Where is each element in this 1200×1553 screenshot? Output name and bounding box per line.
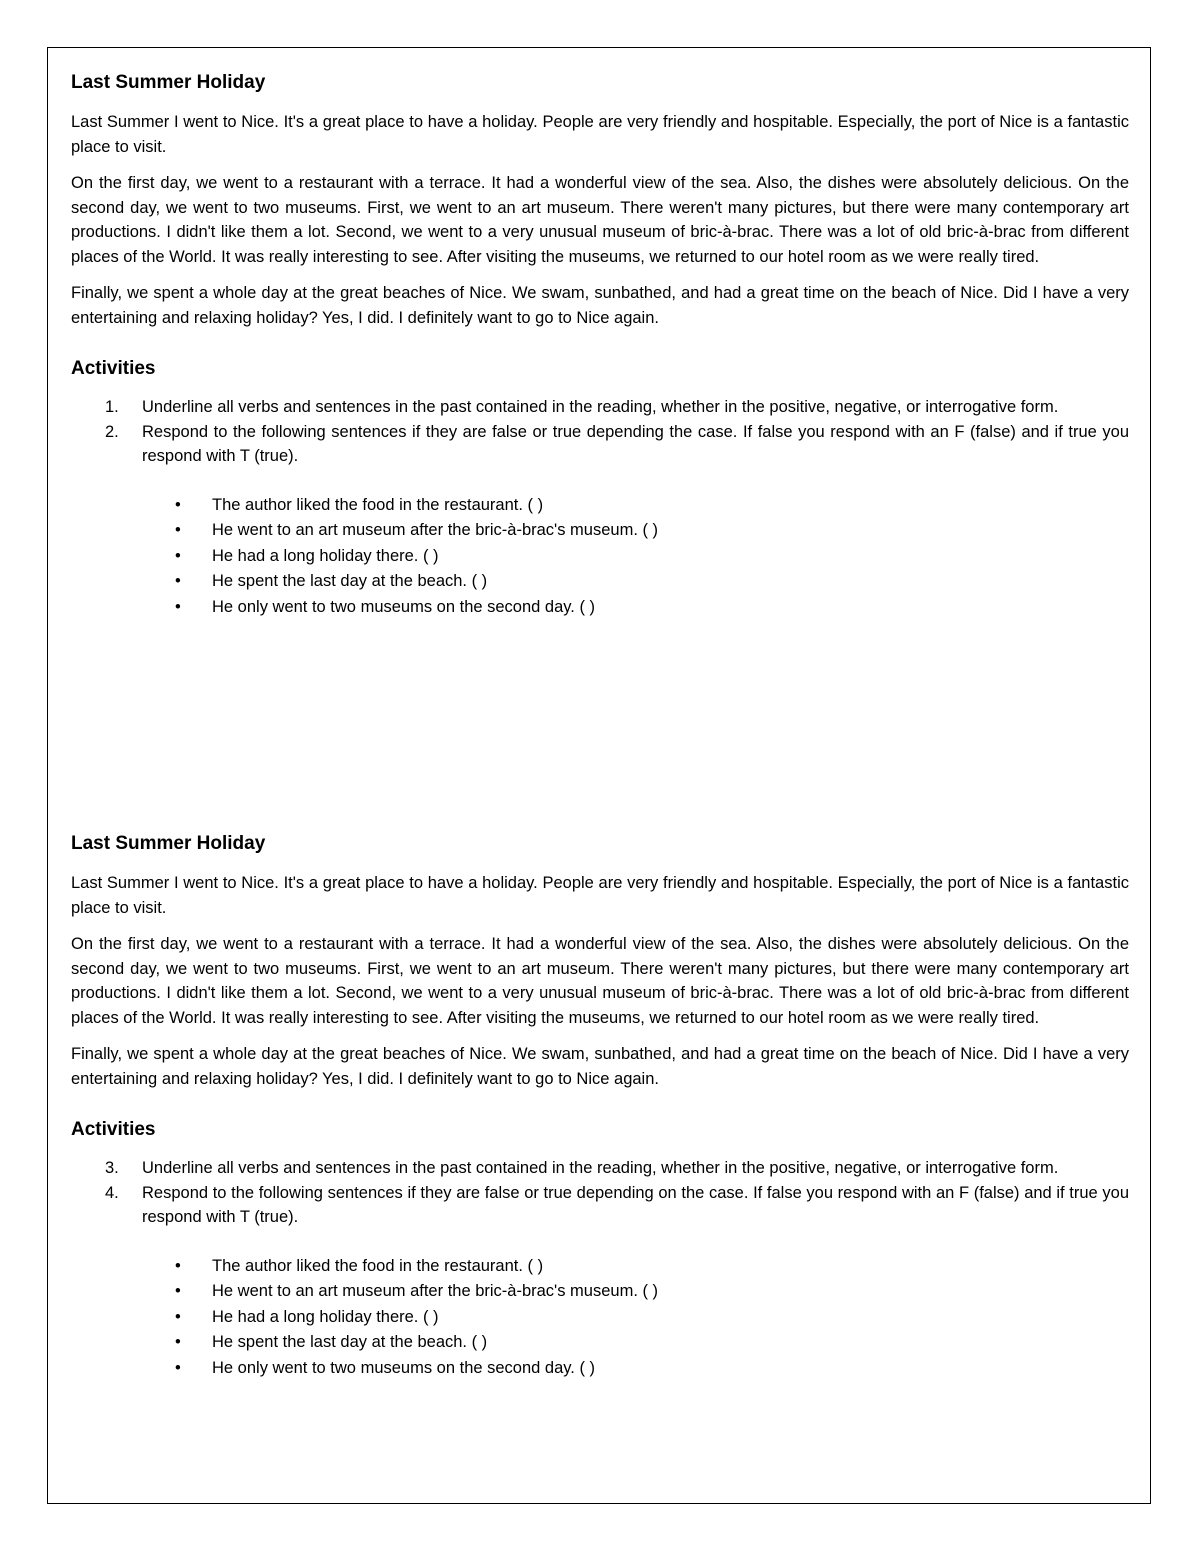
activity-item xyxy=(71,420,1129,469)
activities-heading: Activities xyxy=(71,1119,156,1140)
statement-text: He went to an art museum after the bric-à-brac's museum. ( ) xyxy=(212,521,659,540)
paragraph: On the first day, we went to a restaurant with a terrace. It had a wonderful view of the sea. Also, the dishes were absolutely delicious. On the second day, we went to two museums. First, we went to an art museum. There weren't many pictures, but there were many contemporary art productions. I didn't like them a lot. Second, we went to a very unusual museum of bric-à-brac. There was a lot of old bric-à-brac from different places of the World. It was really interesting to see. After visiting the museums, we returned to our hotel room as we were really tired. xyxy=(71,174,1129,266)
statement-item xyxy=(71,1305,1129,1331)
statement-item xyxy=(71,544,1129,570)
bullet-icon: • xyxy=(175,495,181,514)
activities-list xyxy=(71,1156,1129,1230)
paragraph: Finally, we spent a whole day at the great beaches of Nice. We swam, sunbathed, and had a great time on the beach of Nice. Did I have a very entertaining and relaxing holiday? Yes, I did. I definitely want to go to Nice again. xyxy=(71,284,1129,327)
statement-item xyxy=(71,1279,1129,1305)
bullet-icon: • xyxy=(175,521,181,540)
section-title: Last Summer Holiday xyxy=(71,72,266,93)
statement-item xyxy=(71,1356,1129,1382)
statement-item xyxy=(71,518,1129,544)
statement-item xyxy=(71,595,1129,621)
statement-text: He spent the last day at the beach. ( ) xyxy=(212,572,488,591)
activity-text: Underline all verbs and sentences in the past contained in the reading, whether in the positive, negative, or interrogative form. xyxy=(142,398,1059,416)
activity-item xyxy=(71,395,1129,420)
activity-number: 1. xyxy=(105,398,119,416)
statement-text: He had a long holiday there. ( ) xyxy=(212,546,439,565)
statement-item xyxy=(71,569,1129,595)
statement-item xyxy=(71,1254,1129,1280)
activity-text: Respond to the following sentences if they are false or true depending on the case. If false you respond with an F (false) and if true you respond with T (true). xyxy=(142,1183,1129,1226)
worksheet-section-1 xyxy=(71,70,1129,620)
paragraph: Last Summer I went to Nice. It's a great place to have a holiday. People are very friendly and hospitable. Especially, the port of Nice is a fantastic place to visit. xyxy=(71,113,1129,156)
bullet-icon: • xyxy=(175,1358,181,1377)
activities-heading: Activities xyxy=(71,358,156,379)
bullet-icon: • xyxy=(175,572,181,591)
statement-text: He went to an art museum after the bric-à-brac's museum. ( ) xyxy=(212,1282,659,1301)
bullet-icon: • xyxy=(175,546,181,565)
activity-number: 3. xyxy=(105,1159,119,1177)
statements-list xyxy=(71,493,1129,621)
statement-text: He spent the last day at the beach. ( ) xyxy=(212,1333,488,1352)
statement-text: He had a long holiday there. ( ) xyxy=(212,1307,439,1326)
statement-text: The author liked the food in the restaurant. ( ) xyxy=(212,495,544,514)
activity-number: 2. xyxy=(105,422,119,441)
paragraph: Finally, we spent a whole day at the great beaches of Nice. We swam, sunbathed, and had a great time on the beach of Nice. Did I have a very entertaining and relaxing holiday? Yes, I did. I definitely want to go to Nice again. xyxy=(71,1045,1129,1088)
activities-list xyxy=(71,395,1129,469)
activity-item xyxy=(71,1181,1129,1230)
statement-item xyxy=(71,1330,1129,1356)
statement-item xyxy=(71,493,1129,519)
bullet-icon: • xyxy=(175,1256,181,1275)
activity-item xyxy=(71,1156,1129,1181)
paragraph: On the first day, we went to a restaurant with a terrace. It had a wonderful view of the sea. Also, the dishes were absolutely delicious. On the second day, we went to two museums. First, we went to an art museum. There weren't many pictures, but there were many contemporary art productions. I didn't like them a lot. Second, we went to a very unusual museum of bric-à-brac. There was a lot of old bric-à-brac from different places of the World. It was really interesting to see. After visiting the museums, we returned to our hotel room as we were really tired. xyxy=(71,935,1129,1027)
bullet-icon: • xyxy=(175,597,181,616)
bullet-icon: • xyxy=(175,1307,181,1326)
statements-list xyxy=(71,1254,1129,1382)
statement-text: He only went to two museums on the second day. ( ) xyxy=(212,597,596,616)
activity-text: Underline all verbs and sentences in the past contained in the reading, whether in the positive, negative, or interrogative form. xyxy=(142,1159,1059,1177)
bullet-icon: • xyxy=(175,1333,181,1352)
section-title: Last Summer Holiday xyxy=(71,833,266,854)
activity-number: 4. xyxy=(105,1183,119,1202)
activity-text: Respond to the following sentences if they are false or true depending the case. If false you respond with an F (false) and if true you respond with T (true). xyxy=(142,422,1129,465)
statement-text: The author liked the food in the restaurant. ( ) xyxy=(212,1256,544,1275)
paragraph: Last Summer I went to Nice. It's a great place to have a holiday. People are very friendly and hospitable. Especially, the port of Nice is a fantastic place to visit. xyxy=(71,874,1129,917)
statement-text: He only went to two museums on the second day. ( ) xyxy=(212,1358,596,1377)
bullet-icon: • xyxy=(175,1282,181,1301)
worksheet-section-2 xyxy=(71,831,1129,1381)
